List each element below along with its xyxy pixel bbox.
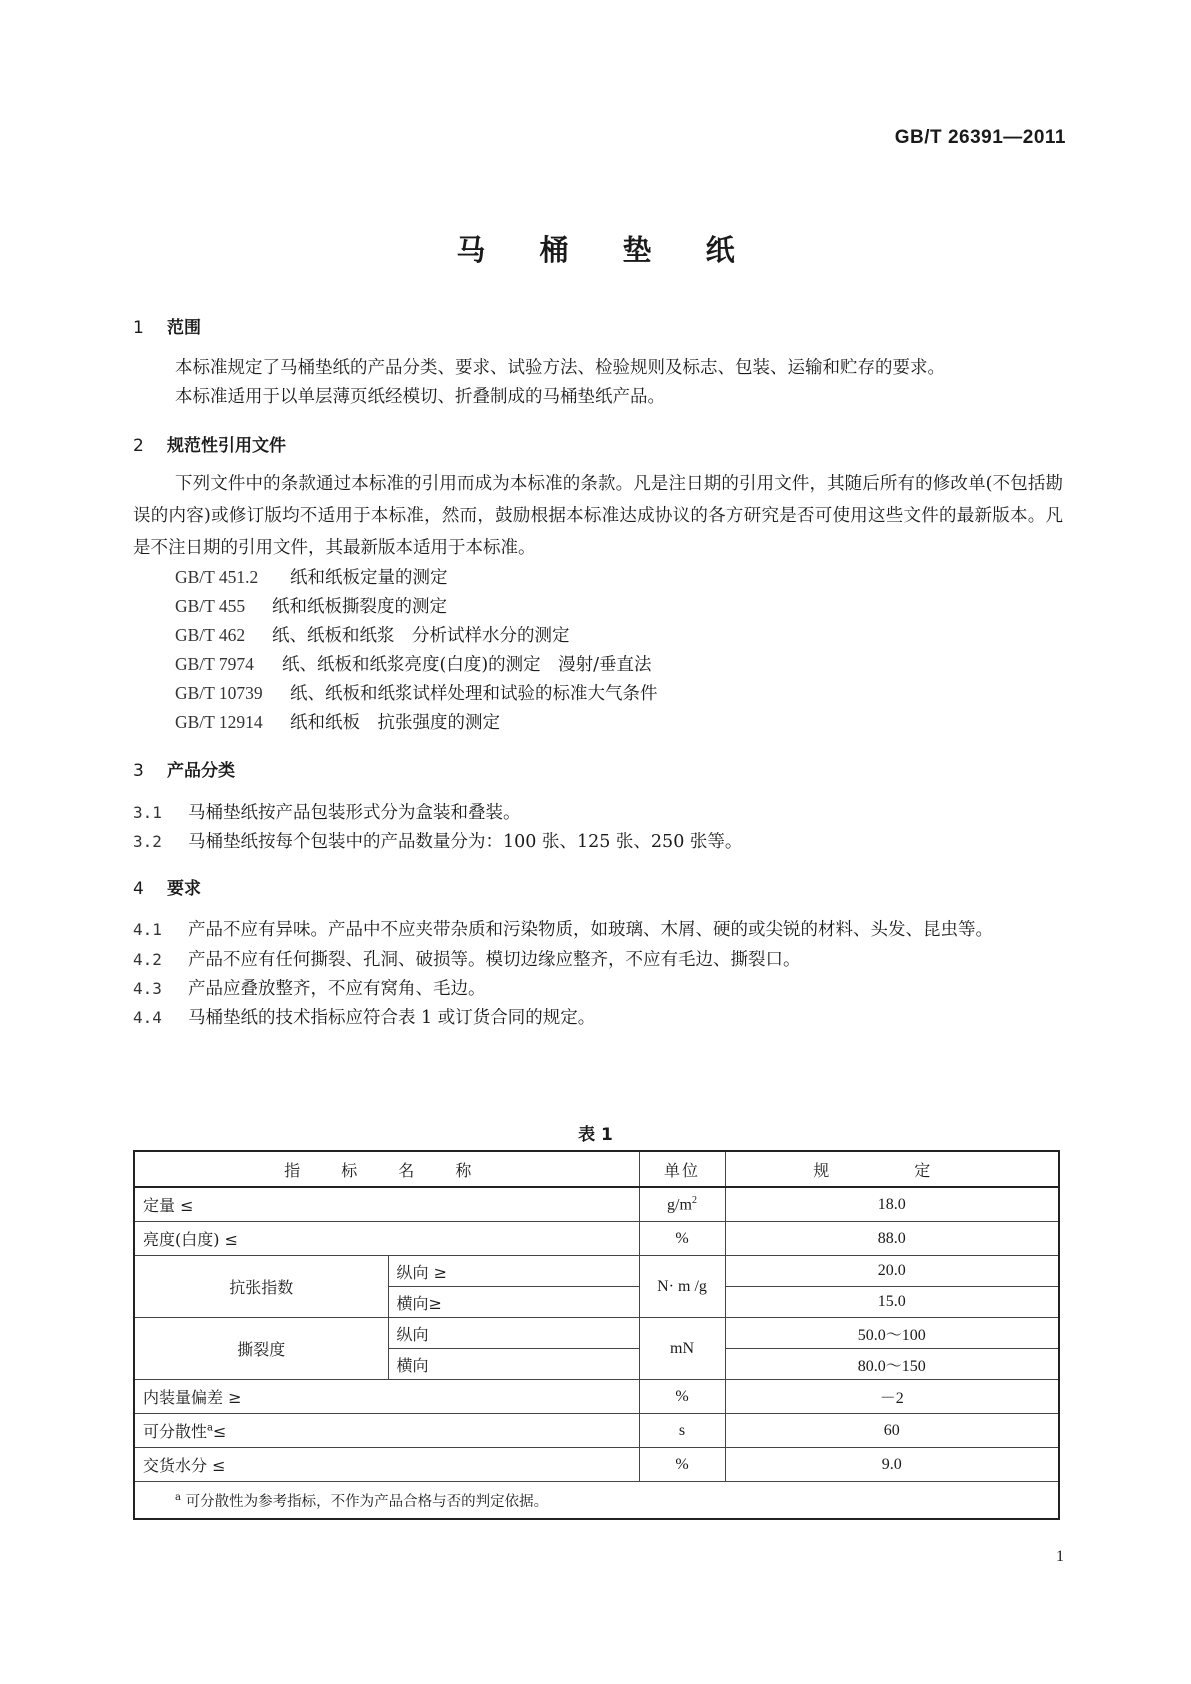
header-specification: 规 定 — [725, 1151, 1059, 1187]
table-row — [134, 1187, 1059, 1222]
unit-cell: % — [639, 1380, 725, 1414]
section-3-heading — [133, 756, 235, 781]
reference-code: GB/T 7974 — [175, 654, 254, 674]
unit-cell — [639, 1187, 725, 1222]
value-cell: 9.0 — [725, 1448, 1059, 1482]
reference-code: GB/T 10739 — [175, 683, 263, 703]
table-row — [134, 1222, 1059, 1256]
unit-text: g/m — [667, 1196, 692, 1214]
standard-code: GB/T 26391—2011 — [894, 127, 1066, 148]
section-number: 2 — [133, 436, 144, 456]
clause-number: 3.2 — [133, 832, 162, 851]
reference-title: 纸、纸板和纸浆亮度(白度)的测定 漫射/垂直法 — [282, 655, 652, 675]
reference-title: 纸、纸板和纸浆 分析试样水分的测定 — [272, 626, 570, 646]
section-title: 范围 — [167, 318, 201, 338]
indicator-name-operator: ≤ — [212, 1422, 227, 1441]
table-row — [134, 1380, 1059, 1414]
reference-item — [175, 622, 570, 647]
indicator-name: 内装量偏差 ≥ — [134, 1380, 639, 1414]
section-title: 规范性引用文件 — [167, 436, 286, 456]
direction-label: 纵向 — [388, 1318, 639, 1349]
reference-item — [175, 651, 652, 676]
value-cell: 60 — [725, 1414, 1059, 1448]
indicator-name: 撕裂度 — [134, 1318, 388, 1380]
clause — [133, 1004, 595, 1029]
value-cell: 15.0 — [725, 1287, 1059, 1318]
value-cell: 50.0～100 — [725, 1318, 1059, 1349]
reference-code: GB/T 12914 — [175, 712, 263, 732]
value-cell: 18.0 — [725, 1187, 1059, 1222]
clause-number: 3.1 — [133, 803, 162, 822]
section-number: 4 — [133, 879, 144, 899]
reference-title: 纸和纸板撕裂度的测定 — [272, 597, 447, 617]
specification-table — [133, 1150, 1060, 1520]
clause-number: 4.2 — [133, 950, 162, 969]
reference-item — [175, 593, 447, 618]
table-row — [134, 1318, 1059, 1349]
reference-title: 纸和纸板 抗张强度的测定 — [290, 713, 500, 733]
header-indicator-name: 指 标 名 称 — [134, 1151, 639, 1187]
section-number: 1 — [133, 318, 144, 338]
indicator-name — [134, 1414, 639, 1448]
table-footnote — [134, 1482, 1059, 1520]
clause — [133, 916, 993, 941]
reference-code: GB/T 455 — [175, 596, 246, 616]
clause-text: 产品不应有异味。产品中不应夹带杂质和污染物质，如玻璃、木屑、硬的或尖锐的材料、头发、昆虫等。 — [188, 920, 993, 940]
footnote-marker: a — [207, 1422, 213, 1434]
indicator-name: 交货水分 ≤ — [134, 1448, 639, 1482]
table-footnote-row — [134, 1482, 1059, 1520]
direction-label: 横向 — [388, 1349, 639, 1380]
section-1-heading — [133, 313, 201, 338]
table-header-row — [134, 1151, 1059, 1187]
section-1-para-2: 本标准适用于以单层薄页纸经模切、折叠制成的马桶垫纸产品。 — [175, 387, 665, 407]
unit-cell: s — [639, 1414, 725, 1448]
clause-number: 4.1 — [133, 920, 162, 939]
section-title: 要求 — [167, 879, 201, 899]
unit-cell: mN — [639, 1318, 725, 1380]
indicator-name: 亮度(白度) ≤ — [134, 1222, 639, 1256]
unit-cell: % — [639, 1448, 725, 1482]
value-cell: 20.0 — [725, 1256, 1059, 1287]
value-cell: 88.0 — [725, 1222, 1059, 1256]
reference-code: GB/T 451.2 — [175, 567, 259, 587]
clause — [133, 799, 521, 824]
section-1-para-1: 本标准规定了马桶垫纸的产品分类、要求、试验方法、检验规则及标志、包装、运输和贮存的要求。 — [175, 358, 945, 378]
clause-number: 4.3 — [133, 979, 162, 998]
clause-text: 产品不应有任何撕裂、孔洞、破损等。模切边缘应整齐，不应有毛边、撕裂口。 — [188, 950, 801, 970]
table-row — [134, 1414, 1059, 1448]
reference-code: GB/T 462 — [175, 625, 246, 645]
reference-title: 纸、纸板和纸浆试样处理和试验的标准大气条件 — [290, 684, 658, 704]
clause-number: 4.4 — [133, 1008, 162, 1027]
clause — [133, 946, 801, 971]
header-unit: 单位 — [639, 1151, 725, 1187]
clause-text: 产品应叠放整齐，不应有窝角、毛边。 — [188, 979, 486, 999]
section-title: 产品分类 — [167, 761, 235, 781]
direction-label: 纵向 ≥ — [388, 1256, 639, 1287]
unit-cell: N· m /g — [639, 1256, 725, 1318]
footnote-text: 可分散性为参考指标，不作为产品合格与否的判定依据。 — [185, 1493, 549, 1510]
value-cell: 80.0～150 — [725, 1349, 1059, 1380]
indicator-name-text: 可分散性 — [143, 1422, 208, 1441]
document-title: 马 桶 垫 纸 — [456, 233, 757, 267]
footnote-marker: a — [175, 1491, 181, 1503]
indicator-name: 抗张指数 — [134, 1256, 388, 1318]
clause-text: 马桶垫纸按产品包装形式分为盒装和叠装。 — [188, 803, 521, 823]
unit-superscript: 2 — [691, 1194, 697, 1206]
table-row — [134, 1256, 1059, 1287]
reference-title: 纸和纸板定量的测定 — [290, 568, 448, 588]
clause-text: 马桶垫纸按每个包装中的产品数量分为：100 张、125 张、250 张等。 — [188, 832, 743, 852]
clause — [133, 975, 486, 1000]
section-number: 3 — [133, 761, 144, 781]
page-number: 1 — [1056, 1548, 1064, 1565]
reference-item — [175, 680, 658, 705]
reference-item — [175, 564, 448, 589]
clause — [133, 828, 742, 853]
section-2-para-1: 下列文件中的条款通过本标准的引用而成为本标准的条款。凡是注日期的引用文件，其随后所有的修改单(不包括勘误的内容)或修订版均不适用于本标准，然而，鼓励根据本标准达成协议的各方研究是否可使用这些文件的最新版本。凡是不注日期的引用文件，其最新版本适用于本标准。 — [133, 474, 1063, 558]
unit-cell: % — [639, 1222, 725, 1256]
direction-label: 横向≥ — [388, 1287, 639, 1318]
indicator-name: 定量 ≤ — [134, 1187, 639, 1222]
section-2-heading — [133, 431, 286, 456]
table-row — [134, 1448, 1059, 1482]
table-caption: 表 1 — [578, 1125, 613, 1145]
reference-item — [175, 709, 500, 734]
clause-text: 马桶垫纸的技术指标应符合表 1 或订货合同的规定。 — [188, 1008, 596, 1028]
section-4-heading — [133, 874, 201, 899]
value-cell: －2 — [725, 1380, 1059, 1414]
